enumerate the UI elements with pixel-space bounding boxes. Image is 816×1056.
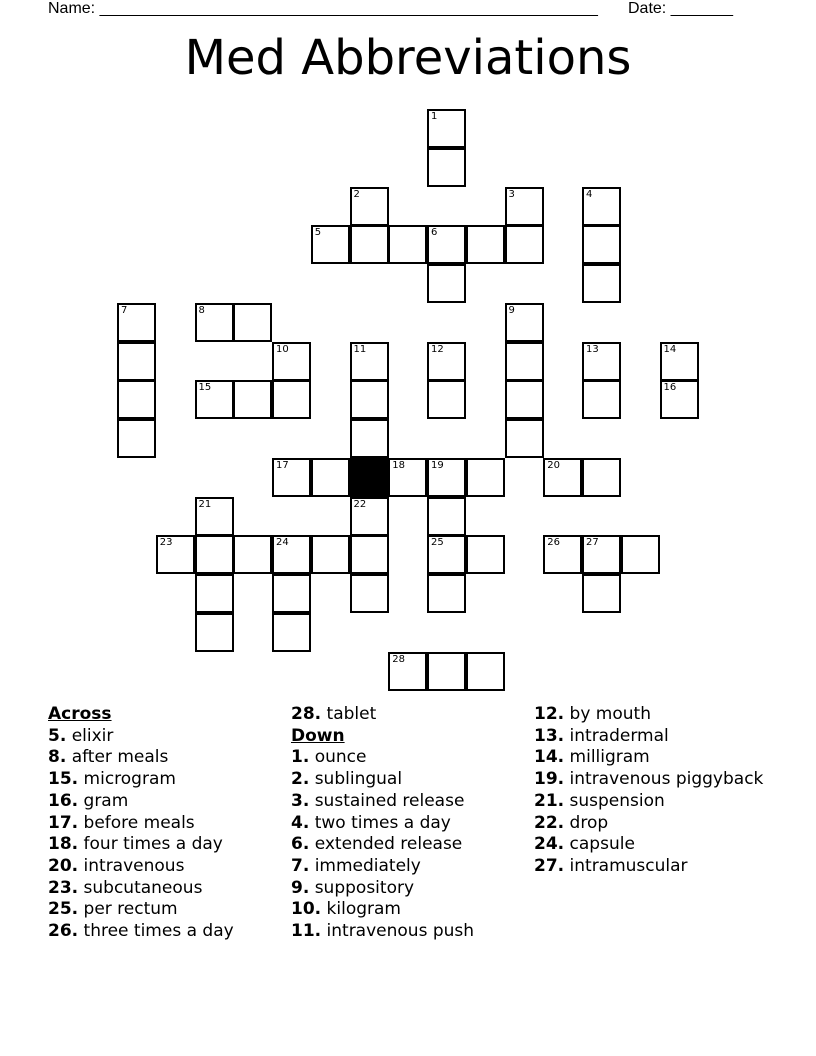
clue-number: 24. xyxy=(534,834,565,855)
clue-item xyxy=(534,856,774,878)
clue-text: milligram xyxy=(569,747,650,768)
clue-text: by mouth xyxy=(569,704,651,724)
grid-cell[interactable] xyxy=(505,187,544,226)
clue-number: 25. xyxy=(48,899,79,920)
grid-cell[interactable] xyxy=(117,342,156,381)
clue-number: 21. xyxy=(534,790,565,811)
clue-number: 22. xyxy=(534,812,565,833)
grid-cell[interactable] xyxy=(427,574,466,613)
grid-cell[interactable] xyxy=(350,497,389,536)
clue-item xyxy=(48,813,278,835)
grid-cell[interactable] xyxy=(311,225,350,264)
grid-cell[interactable] xyxy=(505,225,544,264)
grid-cell[interactable] xyxy=(350,574,389,613)
clue-text: suspension xyxy=(569,790,665,811)
cell-number: 23 xyxy=(159,537,173,549)
clue-text: drop xyxy=(569,812,609,833)
grid-cell[interactable] xyxy=(350,187,389,226)
clue-text: extended release xyxy=(314,834,463,855)
grid-cell[interactable] xyxy=(505,342,544,381)
clue-text: ounce xyxy=(314,747,367,768)
clue-number: 20. xyxy=(48,855,79,876)
grid-cell[interactable] xyxy=(272,535,311,574)
grid-cell[interactable] xyxy=(543,458,582,497)
grid-cell[interactable] xyxy=(427,109,466,148)
clue-number: 8. xyxy=(48,747,67,768)
grid-cell[interactable] xyxy=(466,458,505,497)
grid-cell[interactable] xyxy=(466,225,505,264)
clue-item xyxy=(48,834,278,856)
clue-number: 2. xyxy=(291,769,310,790)
clue-number: 5. xyxy=(48,725,67,746)
cell-number: 7 xyxy=(121,304,128,316)
clue-text: intravenous piggyback xyxy=(569,769,764,790)
clue-text: four times a day xyxy=(83,834,223,855)
grid-cell[interactable] xyxy=(233,380,272,419)
grid-cell[interactable] xyxy=(582,187,621,226)
clue-number: 28. xyxy=(291,704,322,724)
grid-cell[interactable] xyxy=(156,535,195,574)
clue-number: 17. xyxy=(48,812,79,833)
cell-number: 6 xyxy=(431,227,438,239)
across-clue-list-continued xyxy=(291,704,521,726)
clue-item xyxy=(291,769,521,791)
cell-number: 5 xyxy=(314,227,322,239)
cell-number: 24 xyxy=(276,537,289,549)
grid-cell[interactable] xyxy=(427,342,466,381)
clue-number: 9. xyxy=(291,877,310,898)
clue-text: tablet xyxy=(326,704,377,724)
grid-cell[interactable] xyxy=(582,535,621,574)
clue-item xyxy=(534,747,774,769)
grid-cell[interactable] xyxy=(388,225,427,264)
clue-text: suppository xyxy=(314,877,415,898)
cell-number: 18 xyxy=(392,459,405,471)
cell-number: 19 xyxy=(431,459,444,471)
grid-cell[interactable] xyxy=(350,535,389,574)
clue-text: before meals xyxy=(83,812,195,833)
clue-text: intravenous push xyxy=(326,921,475,942)
grid-cell[interactable] xyxy=(660,342,699,381)
grid-cell[interactable] xyxy=(427,535,466,574)
clue-item xyxy=(48,769,278,791)
clue-number: 27. xyxy=(534,855,565,876)
grid-cell[interactable] xyxy=(350,342,389,381)
clue-number: 10. xyxy=(291,899,322,920)
clue-text: subcutaneous xyxy=(83,877,203,898)
cell-number: 2 xyxy=(353,188,360,200)
clue-item xyxy=(48,856,278,878)
clue-number: 15. xyxy=(48,769,79,790)
clue-item xyxy=(48,899,278,921)
grid-cell[interactable] xyxy=(195,380,234,419)
grid-cell[interactable] xyxy=(582,264,621,303)
clue-number: 26. xyxy=(48,921,79,942)
grid-cell[interactable] xyxy=(582,458,621,497)
grid-cell[interactable] xyxy=(427,225,466,264)
clue-number: 12. xyxy=(534,704,565,724)
clue-number: 18. xyxy=(48,834,79,855)
clue-item xyxy=(291,834,521,856)
clue-number: 3. xyxy=(291,790,310,811)
grid-cell[interactable] xyxy=(660,380,699,419)
grid-cell[interactable] xyxy=(427,497,466,536)
cell-number: 28 xyxy=(392,653,405,665)
grid-cell[interactable] xyxy=(272,342,311,381)
grid-cell[interactable] xyxy=(427,264,466,303)
cell-number: 16 xyxy=(663,382,677,394)
cell-number: 3 xyxy=(508,188,515,200)
grid-cell[interactable] xyxy=(195,303,234,342)
cell-number: 9 xyxy=(508,304,515,316)
grid-cell[interactable] xyxy=(272,613,311,652)
grid-cell[interactable] xyxy=(350,225,389,264)
clue-text: elixir xyxy=(71,725,114,746)
clue-item xyxy=(291,856,521,878)
clue-item xyxy=(48,747,278,769)
clue-text: intradermal xyxy=(569,725,669,746)
clue-number: 23. xyxy=(48,877,79,898)
clues-column-2 xyxy=(291,704,521,943)
cell-number: 21 xyxy=(198,498,212,510)
clue-number: 16. xyxy=(48,790,79,811)
clue-text: microgram xyxy=(83,769,176,790)
grid-cell[interactable] xyxy=(311,535,350,574)
cell-number: 14 xyxy=(663,343,677,355)
grid-cell[interactable] xyxy=(195,613,234,652)
down-clue-list-continued xyxy=(534,704,774,878)
grid-cell[interactable] xyxy=(427,148,466,187)
grid-cell[interactable] xyxy=(582,574,621,613)
grid-cell[interactable] xyxy=(272,380,311,419)
grid-cell[interactable] xyxy=(621,535,660,574)
down-heading: Down xyxy=(291,725,345,746)
cell-number: 17 xyxy=(276,459,289,471)
clue-item xyxy=(534,813,774,835)
clue-item xyxy=(291,878,521,900)
grid-cell[interactable] xyxy=(195,497,234,536)
clue-item xyxy=(534,791,774,813)
grid-cell[interactable] xyxy=(233,535,272,574)
clue-number: 7. xyxy=(291,855,310,876)
clue-text: gram xyxy=(83,790,129,811)
cell-number: 15 xyxy=(198,382,212,394)
grid-cell[interactable] xyxy=(505,303,544,342)
cell-number: 27 xyxy=(586,537,599,549)
clue-item xyxy=(291,899,521,921)
cell-number: 8 xyxy=(198,304,205,316)
grid-cell[interactable] xyxy=(466,652,505,691)
clue-text: three times a day xyxy=(83,921,234,942)
cell-number: 13 xyxy=(586,343,599,355)
grid-cell[interactable] xyxy=(117,419,156,458)
grid-cell[interactable] xyxy=(427,380,466,419)
date-field-label: Date: _______ xyxy=(628,0,733,17)
grid-cell[interactable] xyxy=(117,380,156,419)
grid-cell[interactable] xyxy=(505,419,544,458)
clue-text: intravenous xyxy=(83,855,185,876)
grid-cell[interactable] xyxy=(582,225,621,264)
grid-cell[interactable] xyxy=(505,380,544,419)
clue-item xyxy=(48,921,278,943)
cell-number: 12 xyxy=(431,343,444,355)
clue-text: sustained release xyxy=(314,790,465,811)
clue-text: kilogram xyxy=(326,899,401,920)
grid-cell[interactable] xyxy=(272,574,311,613)
clue-number: 13. xyxy=(534,725,565,746)
clue-text: after meals xyxy=(71,747,169,768)
grid-cell[interactable] xyxy=(582,380,621,419)
down-clue-list xyxy=(291,747,521,942)
clue-text: intramuscular xyxy=(569,855,688,876)
clue-item xyxy=(48,791,278,813)
cell-number: 1 xyxy=(431,111,438,122)
clue-number: 14. xyxy=(534,747,565,768)
clue-text: two times a day xyxy=(314,812,451,833)
grid-cell[interactable] xyxy=(543,535,582,574)
clue-item xyxy=(291,813,521,835)
cell-number: 10 xyxy=(276,343,289,355)
cell-number: 20 xyxy=(547,459,560,471)
clues-column-1 xyxy=(48,704,278,943)
cell-number: 11 xyxy=(353,343,367,355)
across-heading: Across xyxy=(48,704,112,724)
clue-item xyxy=(291,704,521,726)
grid-cell[interactable] xyxy=(388,458,427,497)
grid-cell[interactable] xyxy=(427,652,466,691)
clue-text: per rectum xyxy=(83,899,178,920)
clue-text: capsule xyxy=(569,834,635,855)
clue-item xyxy=(534,769,774,791)
clue-number: 4. xyxy=(291,812,310,833)
clue-item xyxy=(291,747,521,769)
grid-cell[interactable] xyxy=(582,342,621,381)
clue-item xyxy=(291,791,521,813)
grid-cell[interactable] xyxy=(233,303,272,342)
clue-item xyxy=(48,878,278,900)
grid-cell[interactable] xyxy=(350,380,389,419)
clue-item xyxy=(48,726,278,748)
clue-number: 1. xyxy=(291,747,310,768)
page-title: Med Abbreviations xyxy=(184,30,632,86)
grid-cell[interactable] xyxy=(311,458,350,497)
clues-column-3 xyxy=(534,704,774,878)
clue-number: 11. xyxy=(291,921,322,942)
cell-number: 22 xyxy=(353,498,367,510)
grid-cell[interactable] xyxy=(195,574,234,613)
clue-number: 6. xyxy=(291,834,310,855)
clue-item xyxy=(534,726,774,748)
grid-cell[interactable] xyxy=(117,303,156,342)
clue-text: immediately xyxy=(314,855,421,876)
name-field-label: Name: ________________________________________________________ xyxy=(48,0,598,17)
clue-item xyxy=(534,704,774,726)
grid-cell[interactable] xyxy=(195,535,234,574)
clue-item xyxy=(534,834,774,856)
cell-number: 26 xyxy=(547,537,560,549)
cell-number: 4 xyxy=(586,188,593,200)
clue-item xyxy=(291,921,521,943)
grid-cell-black xyxy=(350,458,389,497)
grid-cell[interactable] xyxy=(466,535,505,574)
grid-cell[interactable] xyxy=(427,458,466,497)
grid-cell[interactable] xyxy=(272,458,311,497)
grid-cell[interactable] xyxy=(350,419,389,458)
grid-cell[interactable] xyxy=(388,652,427,691)
clue-number: 19. xyxy=(534,769,565,790)
clue-text: sublingual xyxy=(314,769,403,790)
across-clue-list xyxy=(48,726,278,943)
cell-number: 25 xyxy=(431,537,444,549)
